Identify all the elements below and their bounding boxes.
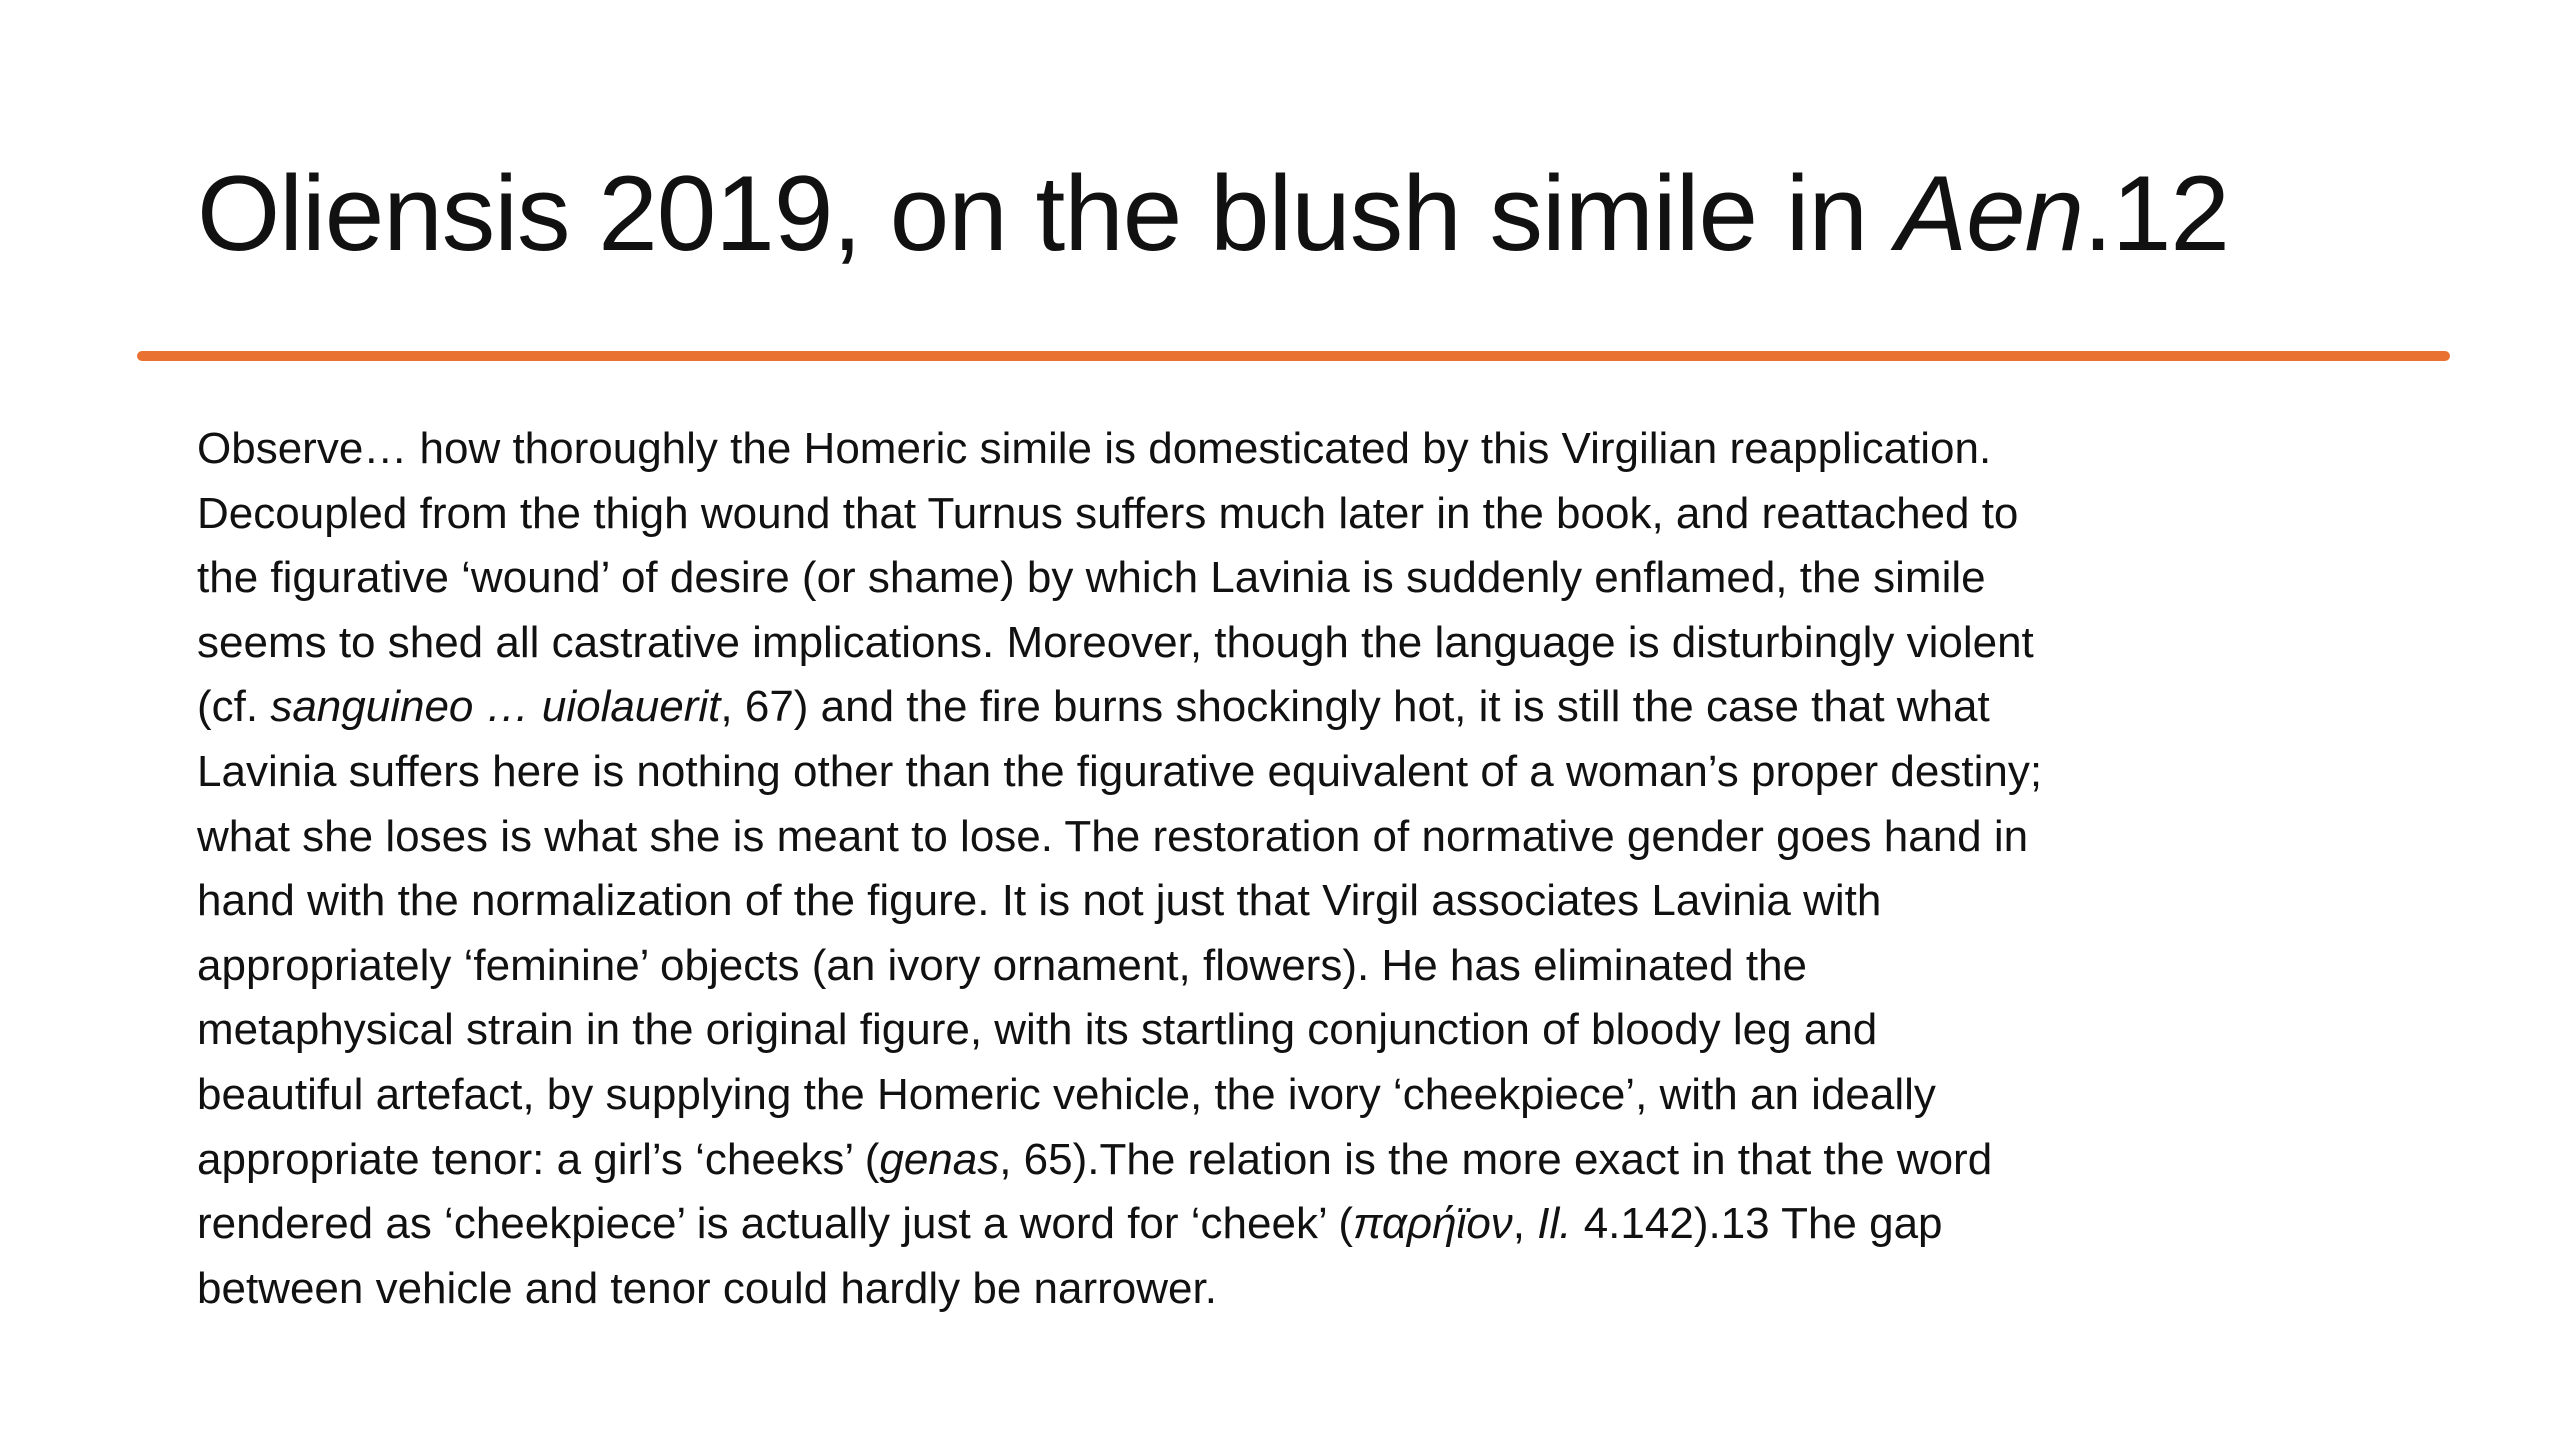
quote-text-segment: (cf. [197,682,271,732]
quote-text-segment: rendered as ‘cheekpiece’ is actually just a word for ‘cheek’ ( [197,1199,1353,1249]
quote-text-segment: appropriately ‘feminine’ objects (an ivory ornament, flowers). He has eliminated the [197,940,1808,990]
quote-body [197,417,2397,1321]
quote-text-segment: 4.142).13 The gap [1571,1199,1943,1249]
quote-italic-segment: παρήϊον [1352,1199,1513,1249]
quote-italic-segment: sanguineo … uiolauerit [270,682,721,732]
slide-title-suffix: .12 [2083,153,2229,273]
quote-text-segment: hand with the normalization of the figure. It is not just that Virgil associates Lavinia with [197,876,1882,926]
quote-line [197,998,2397,1063]
quote-text-segment: what she loses is what she is meant to lose. The restoration of normative gender goes hand in [197,811,2029,861]
quote-line [197,934,2397,999]
quote-line [197,1257,2397,1322]
quote-text-segment: Lavinia suffers here is nothing other than the figurative equivalent of a woman’s proper destiny; [197,746,2043,796]
quote-italic-segment: Il. [1537,1199,1572,1249]
slide-title [197,148,2457,278]
quote-line [197,869,2397,934]
quote-line [197,546,2397,611]
quote-text-segment: beautiful artefact, by supplying the Homeric vehicle, the ivory ‘cheekpiece’, with an ideally [197,1069,1936,1119]
quote-line [197,417,2397,482]
quote-text-segment: , 67) and the fire burns shockingly hot, it is still the case that what [720,682,1990,732]
quote-line [197,1063,2397,1128]
quote-text-segment: seems to shed all castrative implications. Moreover, though the language is disturbingly violent [197,617,2034,667]
title-underline-divider [137,351,2450,361]
quote-text-segment: appropriate tenor: a girl’s ‘cheeks’ ( [197,1134,880,1184]
quote-text-segment: Decoupled from the thigh wound that Turnus suffers much later in the book, and reattached to [197,488,2019,538]
quote-text-segment: between vehicle and tenor could hardly be narrower. [197,1263,1217,1313]
quote-line [197,611,2397,676]
quote-text-segment: metaphysical strain in the original figure, with its startling conjunction of bloody leg and [197,1005,1878,1055]
quote-line [197,740,2397,805]
quote-line [197,1128,2397,1193]
quote-line [197,805,2397,870]
quote-text-segment: , 65).The relation is the more exact in that the word [999,1134,1993,1184]
quote-text-segment: , [1512,1199,1538,1249]
quote-text-segment: the figurative ‘wound’ of desire (or shame) by which Lavinia is suddenly enflamed, the simile [197,553,1986,603]
quote-italic-segment: genas [879,1134,1000,1184]
quote-line [197,675,2397,740]
quote-line [197,482,2397,547]
slide-title-italic: Aen [1895,153,2084,273]
quote-line [197,1192,2397,1257]
quote-text-segment: Observe… how thoroughly the Homeric simile is domesticated by this Virgilian reapplication. [197,424,1992,473]
slide-title-text: Oliensis 2019, on the blush simile in [197,153,1896,273]
